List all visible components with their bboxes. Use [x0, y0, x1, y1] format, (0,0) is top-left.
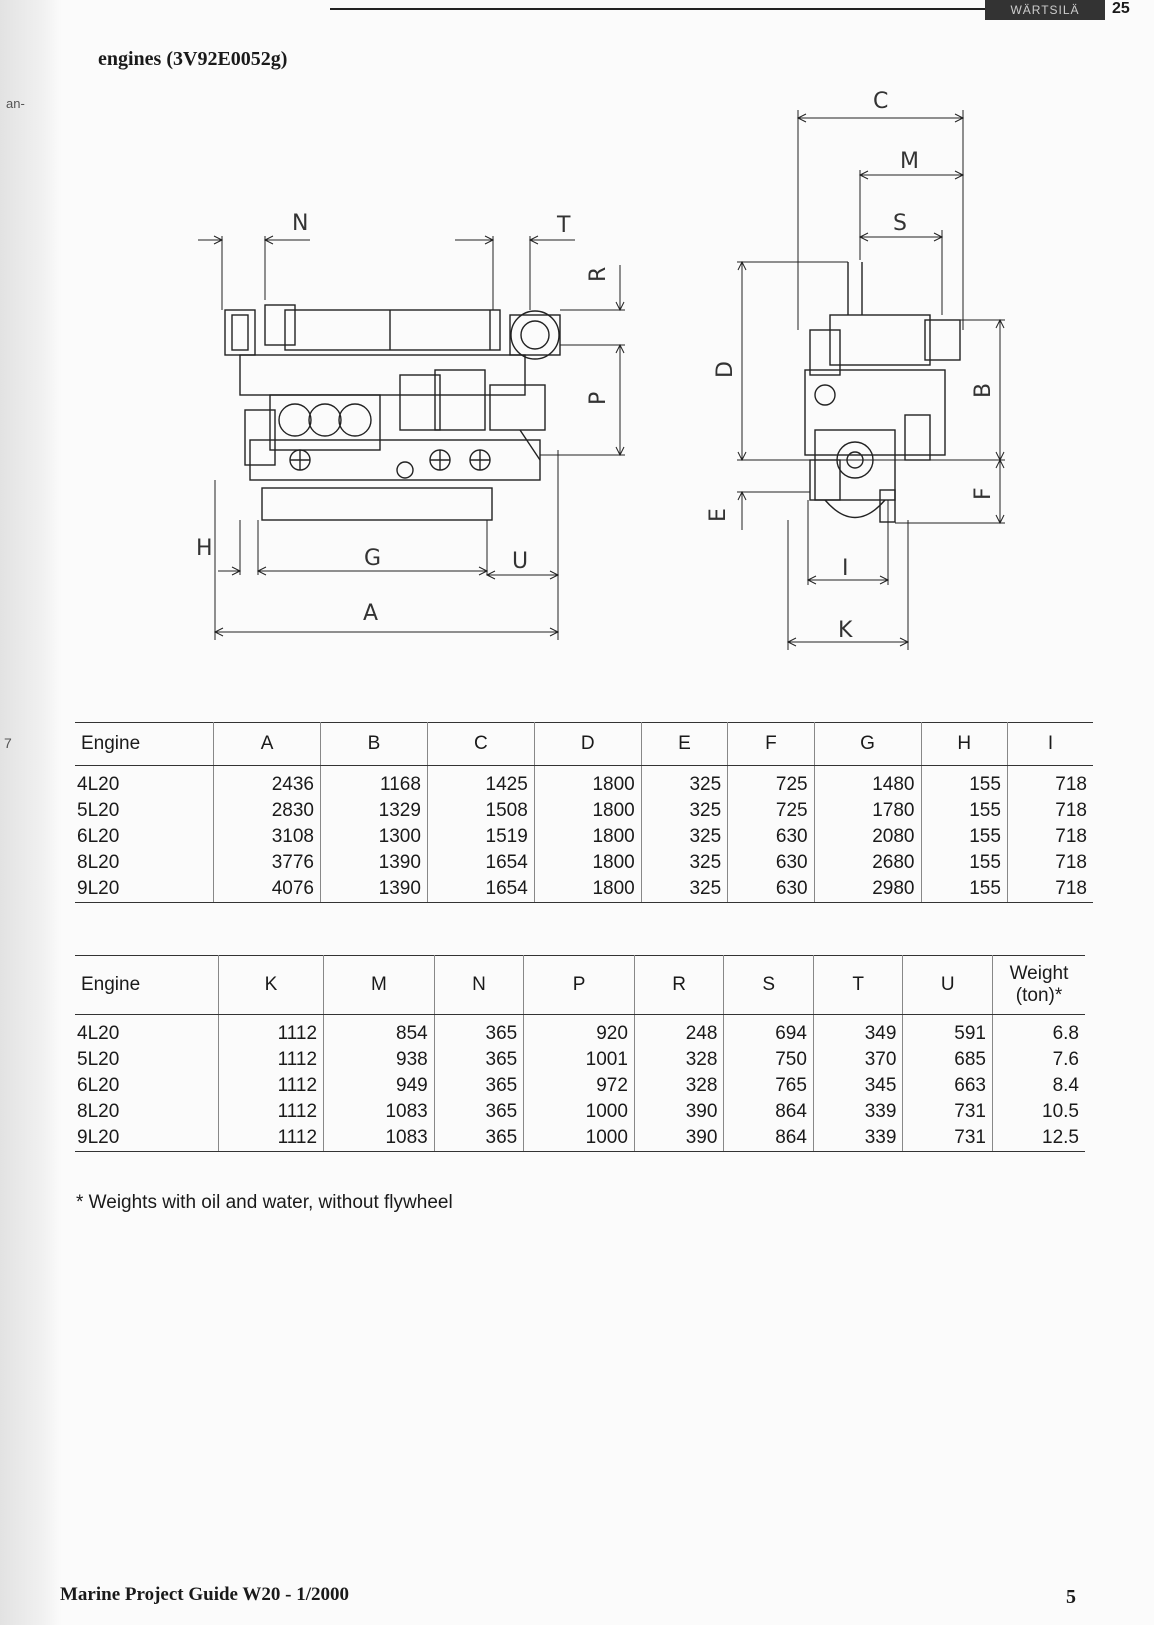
table-1-header: D	[534, 723, 641, 766]
page-footer: Marine Project Guide W20 - 1/2000	[60, 1584, 349, 1605]
value-cell: 1480	[814, 766, 921, 799]
value-cell: 325	[641, 876, 727, 903]
dim-label-B: B	[971, 382, 996, 398]
table-1-header: B	[321, 723, 428, 766]
value-cell: 718	[1055, 826, 1087, 847]
value-cell: 938	[324, 1047, 435, 1073]
value-cell: 920	[524, 1015, 635, 1048]
value-cell: 325	[641, 798, 727, 824]
table-2-header: S	[724, 956, 814, 1015]
value-cell: 1800	[534, 850, 641, 876]
engine-cell: 4L20	[75, 1015, 219, 1048]
dim-label-I: I	[842, 556, 849, 581]
table-1-header: E	[641, 723, 727, 766]
engine-drawing	[0, 0, 1154, 700]
value-cell: 1168	[321, 766, 428, 799]
table-1-header: Engine	[75, 723, 214, 766]
table-1-header: H	[921, 723, 1007, 766]
value-cell: 10.5	[1042, 1101, 1079, 1122]
table-row	[75, 850, 1093, 876]
value-cell: 8.4	[1052, 1075, 1079, 1096]
value-cell: 3776	[214, 850, 321, 876]
value-cell: 864	[724, 1099, 814, 1125]
value-cell: 750	[724, 1047, 814, 1073]
value-cell: 1000	[524, 1125, 635, 1152]
engine-cell: 5L20	[75, 798, 214, 824]
margin-tick: 7	[4, 735, 12, 751]
value-cell: 718	[1055, 800, 1087, 821]
dim-label-A: A	[363, 601, 379, 626]
table-2-header-row	[75, 956, 1085, 1015]
value-cell: 325	[641, 766, 727, 799]
dim-label-C: C	[873, 89, 889, 114]
value-cell: 2830	[214, 798, 321, 824]
value-cell: 155	[921, 876, 1007, 903]
value-cell: 1112	[219, 1047, 324, 1073]
dim-label-U: U	[512, 549, 529, 574]
value-cell: 1800	[534, 798, 641, 824]
page-number: 25	[1112, 0, 1130, 17]
value-cell: 591	[903, 1015, 993, 1048]
side-view-dimensions	[198, 236, 625, 640]
value-cell: 7.6	[1052, 1049, 1079, 1070]
value-cell: 1112	[219, 1099, 324, 1125]
value-cell: 339	[813, 1099, 903, 1125]
value-cell: 390	[634, 1099, 724, 1125]
value-cell: 365	[434, 1073, 524, 1099]
table-1-header: G	[814, 723, 921, 766]
engine-cell: 8L20	[75, 850, 214, 876]
dim-label-T: T	[557, 213, 571, 238]
value-cell: 1425	[427, 766, 534, 799]
dim-label-S: S	[893, 211, 907, 236]
value-cell: 765	[724, 1073, 814, 1099]
value-cell: 2436	[214, 766, 321, 799]
value-cell: 4076	[214, 876, 321, 903]
value-cell: 328	[634, 1047, 724, 1073]
value-cell: 1800	[534, 766, 641, 799]
value-cell: 1654	[427, 876, 534, 903]
value-cell: 1112	[219, 1125, 324, 1152]
value-cell: 155	[921, 824, 1007, 850]
value-cell: 864	[724, 1125, 814, 1152]
table-1-header: C	[427, 723, 534, 766]
value-cell: 1000	[524, 1099, 635, 1125]
value-cell: 854	[324, 1015, 435, 1048]
value-cell: 1083	[324, 1099, 435, 1125]
value-cell: 731	[903, 1125, 993, 1152]
value-cell: 1800	[534, 824, 641, 850]
value-cell: 1800	[534, 876, 641, 903]
value-cell: 1508	[427, 798, 534, 824]
corner-number: 5	[1066, 1586, 1076, 1608]
end-view-engine	[805, 262, 960, 522]
value-cell: 365	[434, 1099, 524, 1125]
value-cell: 630	[728, 850, 814, 876]
value-cell: 12.5	[993, 1125, 1086, 1152]
value-cell: 365	[434, 1015, 524, 1048]
table-2-header: M	[324, 956, 435, 1015]
value-cell: 6.8	[1052, 1023, 1079, 1044]
value-cell: 1390	[321, 850, 428, 876]
table-2-header: T	[813, 956, 903, 1015]
dim-label-P: P	[586, 391, 611, 405]
value-cell: 328	[634, 1073, 724, 1099]
table-1-header: F	[728, 723, 814, 766]
value-cell: 1654	[427, 850, 534, 876]
value-cell: 731	[903, 1099, 993, 1125]
engine-cell: 6L20	[75, 1073, 219, 1099]
value-cell: 718	[1007, 876, 1093, 903]
value-cell: 248	[634, 1015, 724, 1048]
value-cell: 1780	[814, 798, 921, 824]
weight-footnote: * Weights with oil and water, without flywheel	[76, 1192, 453, 1213]
value-cell: 1083	[324, 1125, 435, 1152]
value-cell: 1390	[321, 876, 428, 903]
dim-label-D: D	[713, 361, 738, 378]
table-2-header: P	[524, 956, 635, 1015]
value-cell: 325	[641, 850, 727, 876]
table-row	[75, 766, 1093, 799]
table-2-header: U	[903, 956, 993, 1015]
value-cell: 1329	[321, 798, 428, 824]
dim-label-R: R	[586, 266, 611, 282]
engine-cell: 8L20	[75, 1099, 219, 1125]
value-cell: 725	[728, 766, 814, 799]
dim-label-G: G	[364, 546, 382, 571]
table-row	[75, 1073, 1085, 1099]
value-cell: 365	[434, 1047, 524, 1073]
table-2-header: Engine	[75, 956, 219, 1015]
table-row	[75, 798, 1093, 824]
end-view-dimensions	[737, 110, 1005, 650]
engine-cell: 5L20	[75, 1047, 219, 1073]
value-cell: 339	[813, 1125, 903, 1152]
margin-note: an-	[6, 96, 25, 111]
side-view-engine	[225, 305, 560, 520]
dim-label-F: F	[971, 487, 996, 500]
value-cell: 725	[728, 798, 814, 824]
value-cell: 370	[813, 1047, 903, 1073]
table-2-header: K	[219, 956, 324, 1015]
value-cell: 155	[921, 766, 1007, 799]
table-row	[75, 1047, 1085, 1073]
value-cell: 155	[921, 798, 1007, 824]
value-cell: 155	[921, 850, 1007, 876]
value-cell: 1112	[219, 1073, 324, 1099]
table-row	[75, 1099, 1085, 1125]
section-header: engines (3V92E0052g)	[98, 48, 288, 70]
table-row	[75, 1125, 1085, 1152]
value-cell: 694	[724, 1015, 814, 1048]
value-cell: 365	[434, 1125, 524, 1152]
table-1-header: A	[214, 723, 321, 766]
value-cell: 949	[324, 1073, 435, 1099]
value-cell: 325	[641, 824, 727, 850]
table-2-header: R	[634, 956, 724, 1015]
value-cell: 630	[728, 876, 814, 903]
engine-cell: 9L20	[75, 876, 214, 903]
dim-label-H: H	[196, 536, 213, 561]
dimension-table-2	[75, 955, 1085, 1152]
value-cell: 390	[634, 1125, 724, 1152]
dim-label-M: M	[900, 149, 919, 174]
value-cell: 663	[903, 1073, 993, 1099]
value-cell: 349	[813, 1015, 903, 1048]
dim-label-K: K	[838, 618, 853, 643]
value-cell: 1001	[524, 1047, 635, 1073]
table-2-header: N	[434, 956, 524, 1015]
table-1-header-row	[75, 723, 1093, 766]
value-cell: 718	[1055, 852, 1087, 873]
engine-cell: 4L20	[75, 766, 214, 799]
value-cell: 345	[813, 1073, 903, 1099]
value-cell: 630	[728, 824, 814, 850]
value-cell: 1112	[219, 1015, 324, 1048]
value-cell: 2980	[814, 876, 921, 903]
value-cell: 718	[1055, 774, 1087, 795]
engine-cell: 9L20	[75, 1125, 219, 1152]
value-cell: 685	[903, 1047, 993, 1073]
value-cell: 2680	[814, 850, 921, 876]
table-row	[75, 1015, 1085, 1048]
engine-cell: 6L20	[75, 824, 214, 850]
table-row	[75, 876, 1093, 903]
table-2-header: Weight (ton)*	[993, 956, 1086, 1015]
table-row	[75, 824, 1093, 850]
value-cell: 1519	[427, 824, 534, 850]
table-1-header: I	[1007, 723, 1093, 766]
dimension-table-1	[75, 722, 1093, 903]
dim-label-N: N	[292, 211, 309, 236]
value-cell: 3108	[214, 824, 321, 850]
dim-label-E: E	[706, 508, 731, 522]
value-cell: 972	[524, 1073, 635, 1099]
value-cell: 1300	[321, 824, 428, 850]
brand-bar: WÄRTSILÄ	[985, 0, 1105, 20]
value-cell: 2080	[814, 824, 921, 850]
